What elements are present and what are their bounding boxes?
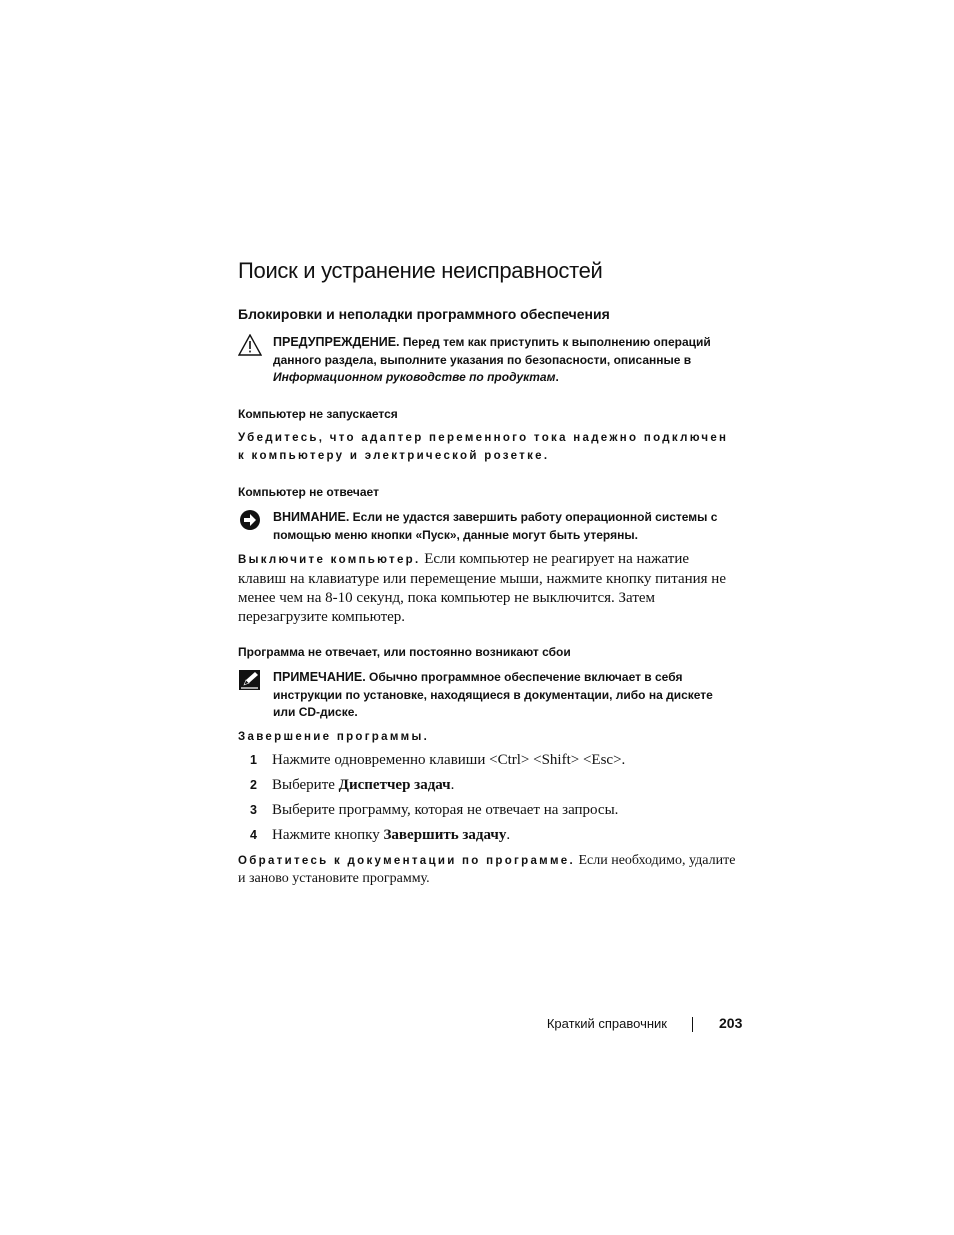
shutdown-lead: Выключите компьютер. xyxy=(238,554,421,566)
warning-notice xyxy=(238,334,738,388)
docs-paragraph xyxy=(238,852,738,888)
page-title: Поиск и устранение неисправностей xyxy=(238,258,603,283)
docs-lead: Обратитесь к документации по программе. xyxy=(238,855,575,867)
caution-notice xyxy=(238,509,738,547)
page-number: 203 xyxy=(719,1015,743,1031)
note-pencil-icon xyxy=(238,669,262,691)
warning-triangle-icon xyxy=(238,334,262,356)
subsection-title-no-boot: Компьютер не запускается xyxy=(238,407,398,421)
subsection-title-no-response: Компьютер не отвечает xyxy=(238,485,379,499)
end-program-heading: Завершение программы. xyxy=(238,731,430,743)
docs-text: Если необходимо, удалите и заново установите программу. xyxy=(238,853,736,886)
warning-text-end: . xyxy=(555,370,559,384)
caution-text: Если не удастся завершить работу операционной системы с помощью меню кнопки «Пуск», данные могут быть утеряны. xyxy=(273,510,718,542)
warning-label: ПРЕДУПРЕЖДЕНИЕ. xyxy=(273,335,400,349)
note-text: Обычно программное обеспечение включает в себя инструкции по установке, находящиеся в документации, либо на дискете или CD-диске. xyxy=(273,670,713,719)
shutdown-paragraph xyxy=(238,550,738,627)
shutdown-text: Если компьютер не реагирует на нажатие клавиш на клавиатуре или перемещение мыши, нажмите кнопку питания не менее чем на 8-10 секунд, пока компьютер не выключится. Затем перезагрузите компьютер. xyxy=(238,551,726,625)
no-boot-instruction: Убедитесь, что адаптер переменного тока надежно подключен к компьютеру и электрической розетке. xyxy=(238,432,729,462)
warning-text: Перед тем как приступить к выполнению операций данного раздела, выполните указания по безопасности, описанные в xyxy=(273,335,711,367)
footer-title: Краткий справочник xyxy=(546,1016,667,1031)
subsection-title-program-crash: Программа не отвечает, или постоянно возникают сбои xyxy=(238,645,571,659)
warning-italic-text: Информационном руководстве по продуктам xyxy=(273,370,556,384)
caution-arrow-icon xyxy=(238,509,262,531)
note-notice xyxy=(238,669,738,723)
caution-label: ВНИМАНИЕ. xyxy=(273,510,350,524)
section-title: Блокировки и неполадки программного обеспечения xyxy=(238,306,610,322)
note-label: ПРИМЕЧАНИЕ. xyxy=(273,670,366,684)
footer-divider xyxy=(692,1017,693,1032)
